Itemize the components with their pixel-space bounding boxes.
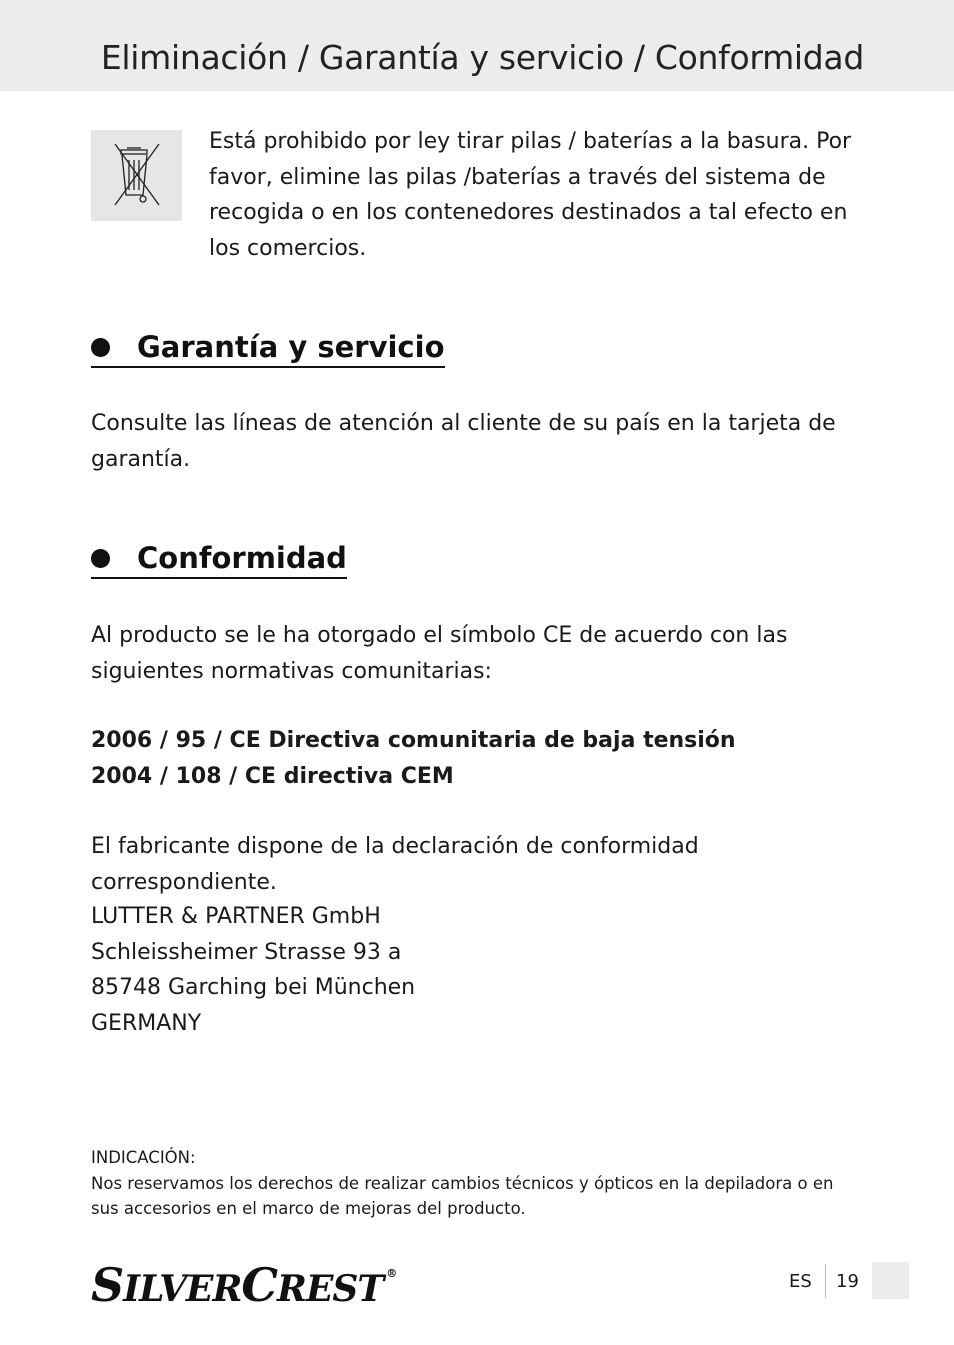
warranty-heading-label: Garantía y servicio <box>137 330 445 364</box>
address-line: Schleissheimer Strasse 93 a <box>91 939 402 965</box>
bullet-icon <box>91 549 110 568</box>
note-block <box>91 1145 861 1222</box>
page-title: Eliminación / Garantía y servicio / Conformidad <box>100 38 864 77</box>
address-line: GERMANY <box>91 1010 202 1036</box>
conformity-heading-label: Conformidad <box>137 541 347 575</box>
note-text: Nos reservamos los derechos de realizar cambios técnicos y ópticos en la depiladora o en sus accesorios en el marco de mejoras del producto. <box>91 1173 834 1218</box>
warranty-heading <box>91 330 445 368</box>
declaration-text: El fabricante dispone de la declaración de conformidad correspondiente. <box>91 834 699 895</box>
silvercrest-logo: SILVERCREST ® <box>91 1258 397 1312</box>
page-tab-marker <box>872 1262 909 1299</box>
header-band <box>0 0 954 91</box>
language-code: ES <box>789 1271 812 1292</box>
bullet-icon <box>91 338 110 357</box>
directive-item: 2006 / 95 / CE Directiva comunitaria de baja tensión <box>91 728 736 753</box>
conformity-heading <box>91 541 347 579</box>
footer-divider <box>825 1264 826 1298</box>
address-line: 85748 Garching bei München <box>91 975 416 1000</box>
crossed-out-wheelie-bin-icon <box>91 130 182 221</box>
page-number: 19 <box>836 1271 859 1292</box>
directive-list <box>91 723 871 794</box>
directive-item: 2004 / 108 / CE directiva CEM <box>91 763 454 789</box>
registered-mark: ® <box>386 1267 397 1280</box>
address-line: LUTTER & PARTNER GmbH <box>91 904 381 929</box>
battery-disposal-text: Está prohibido por ley tirar pilas / baterías a la basura. Por favor, elimine las pilas /baterías a través del sistema de recogida o en los contenedores destinados a tal efecto en los comercios. <box>209 129 852 261</box>
note-label: INDICACIÓN: <box>91 1148 196 1167</box>
warranty-text: Consulte las líneas de atención al cliente de su país en la tarjeta de garantía. <box>91 411 836 472</box>
manufacturer-address <box>91 899 415 1041</box>
conformity-intro-text: Al producto se le ha otorgado el símbolo CE de acuerdo con las siguientes normativas comunitarias: <box>91 623 788 684</box>
